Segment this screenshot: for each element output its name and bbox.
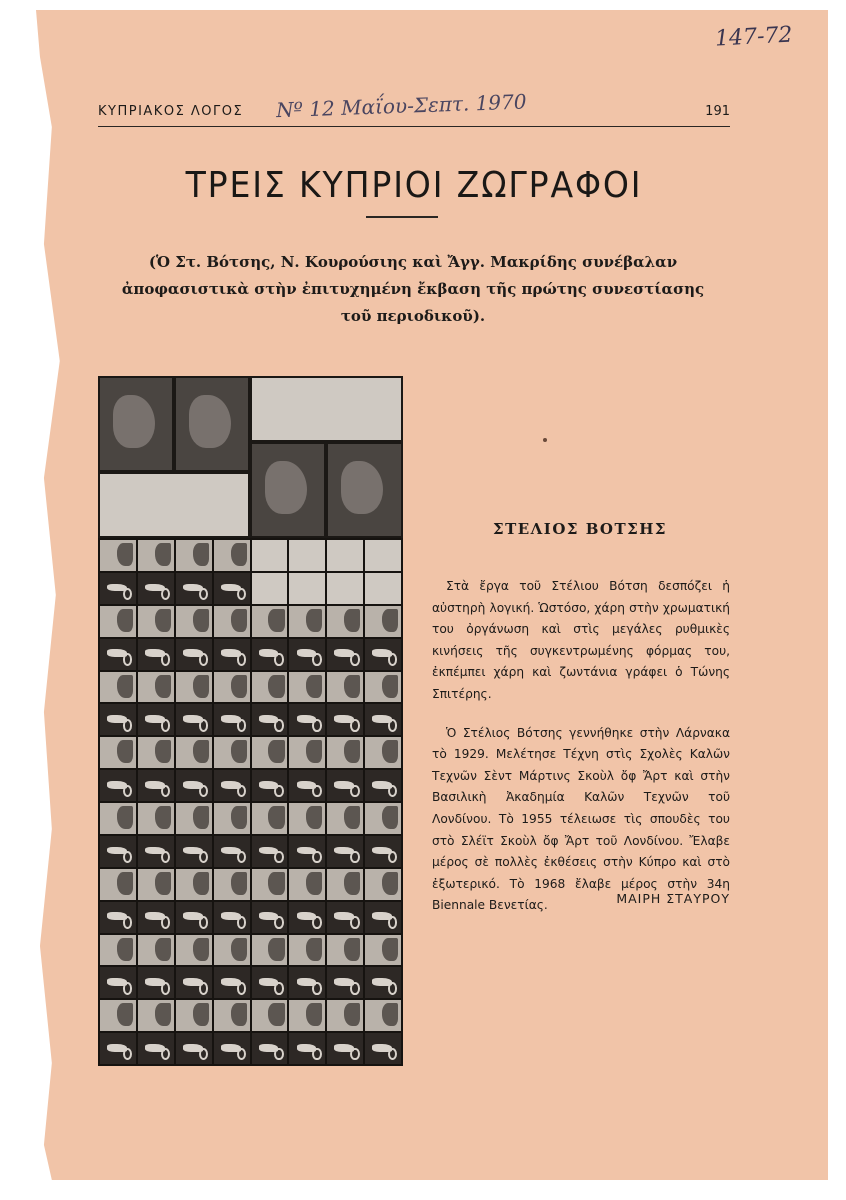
artwork-cell <box>365 869 401 900</box>
artwork-cell <box>327 770 363 801</box>
handwritten-issue-note: Nº 12 Μαΐου-Σεπτ. 1970 <box>275 89 527 123</box>
artwork-cell <box>100 935 136 966</box>
artwork-cell <box>365 672 401 703</box>
artwork-cell <box>100 869 136 900</box>
artwork-cell <box>327 540 363 571</box>
artwork-cell <box>100 803 136 834</box>
artwork-cell <box>138 737 174 768</box>
artwork-cell <box>100 672 136 703</box>
artwork-cell <box>138 1033 174 1064</box>
artwork-cell <box>252 1000 288 1031</box>
artwork-cell <box>176 869 212 900</box>
artwork-cell <box>214 869 250 900</box>
title-divider <box>366 216 438 218</box>
artwork-cell <box>214 639 250 670</box>
artwork-cell <box>138 967 174 998</box>
artwork-cell <box>214 902 250 933</box>
artwork-cell <box>252 902 288 933</box>
artwork-cell <box>176 704 212 735</box>
artwork-cell <box>327 967 363 998</box>
artwork-cell <box>365 704 401 735</box>
artwork-cell <box>138 1000 174 1031</box>
artwork-cell <box>138 639 174 670</box>
artwork-cell <box>252 606 288 637</box>
artwork-cell <box>289 704 325 735</box>
artwork-cell <box>252 1033 288 1064</box>
artwork-cell <box>100 639 136 670</box>
artwork-cell <box>252 770 288 801</box>
artwork-cell <box>327 1000 363 1031</box>
artwork-cell <box>365 1033 401 1064</box>
artwork-cell <box>100 540 136 571</box>
artwork-tile <box>250 376 403 442</box>
artwork-cell <box>100 770 136 801</box>
author-signature: ΜΑΙΡΗ ΣΤΑΥΡΟΥ <box>616 891 730 906</box>
artwork-cell <box>138 540 174 571</box>
artwork-cell <box>289 1000 325 1031</box>
artwork-cell <box>214 704 250 735</box>
artwork-cell <box>100 737 136 768</box>
artwork-cell <box>289 639 325 670</box>
artwork-cell <box>289 672 325 703</box>
artwork-cell <box>214 967 250 998</box>
artwork-grid <box>98 538 403 1066</box>
artwork-cell <box>100 967 136 998</box>
artwork-cell <box>289 540 325 571</box>
artwork-cell <box>327 704 363 735</box>
artwork-cell <box>327 869 363 900</box>
artwork-tile <box>98 376 174 472</box>
artwork-cell <box>252 639 288 670</box>
artwork-cell <box>252 967 288 998</box>
artwork-cell <box>214 836 250 867</box>
running-header <box>98 89 730 127</box>
artwork-tile <box>174 376 250 472</box>
artwork-cell <box>289 902 325 933</box>
page-number: 191 <box>705 104 730 119</box>
artwork-cell <box>100 1000 136 1031</box>
article-subtitle: (Ὁ Στ. Βότσης, Ν. Κουρούσιης καὶ Ἄγγ. Μακρίδης συνέβαλαν ἀποφασιστικὰ στὴν ἐπιτυχημένη ἔκβαση τῆς πρώτης συνεστίασης τοῦ περιοδικοῦ). <box>121 253 705 325</box>
artwork-cell <box>327 737 363 768</box>
artwork-reproduction <box>98 376 403 1066</box>
artwork-cell <box>214 737 250 768</box>
artwork-tile <box>250 442 326 538</box>
artwork-cell <box>327 836 363 867</box>
artwork-cell <box>138 704 174 735</box>
artwork-cell <box>365 803 401 834</box>
artwork-cell <box>289 935 325 966</box>
artwork-cell <box>365 737 401 768</box>
section-heading: ΣΤΕΛΙΟΣ ΒΟΤΣΗΣ <box>492 520 668 538</box>
artwork-cell <box>176 639 212 670</box>
artwork-cell <box>214 672 250 703</box>
artwork-cell <box>138 672 174 703</box>
artwork-cell <box>365 902 401 933</box>
artwork-cell <box>289 737 325 768</box>
artwork-cell <box>289 869 325 900</box>
artwork-cell <box>176 935 212 966</box>
artwork-cell <box>176 540 212 571</box>
artwork-cell <box>100 573 136 604</box>
artwork-cell <box>252 704 288 735</box>
artwork-cell <box>289 770 325 801</box>
artwork-cell <box>327 573 363 604</box>
paragraph: Στὰ ἔργα τοῦ Στέλιου Βότση δεσπόζει ἡ αὐστηρὴ λογική. Ὡστόσο, χάρη στὴν χρωματική του ὀργάνωση καὶ στὶς μεγάλες ρυθμικὲς κινήσεις τῆς συγκεντρωμένης φόρμας του, ἐκπέμπει χάρη καὶ ζωντάνια γράφει ὁ Τώνης Σπιτέρης. <box>432 579 730 701</box>
artwork-cell <box>252 803 288 834</box>
journal-name: ΚΥΠΡΙΑΚΟΣ ΛΟΓΟΣ <box>98 104 244 119</box>
artwork-cell <box>176 606 212 637</box>
artwork-cell <box>289 836 325 867</box>
artwork-cell <box>327 803 363 834</box>
artwork-cell <box>327 902 363 933</box>
artwork-tile <box>326 442 403 538</box>
artwork-cell <box>327 606 363 637</box>
artwork-cell <box>176 573 212 604</box>
paragraph: Ὁ Στέλιος Βότσης γεννήθηκε στὴν Λάρνακα τὸ 1929. Μελέτησε Τέχνη στὶς Σχολὲς Καλῶν Τεχνῶν Σὲντ Μάρτινς Σκοὺλ ὄφ Ἄρτ καὶ στὴν Βασιλικὴ Ἀκαδημία Καλῶν Τεχνῶν τοῦ Λονδίνου. Τὸ 1955 τέλειωσε τὶς σπουδὲς του στὸ Σλέϊτ Σκοὺλ ὄφ Ἄρτ τοῦ Λονδίνου. Ἔλαβε μέρος σὲ πολλὲς ἐκθέσεις στὴν Κύπρο καὶ στὸ ἐξωτερικό. Τὸ 1968 ἔλαβε μέρος στὴν 34η Biennale Βενετίας. <box>432 725 730 913</box>
artwork-cell <box>176 836 212 867</box>
artwork-cell <box>289 967 325 998</box>
artwork-cell <box>252 540 288 571</box>
artwork-cell <box>138 803 174 834</box>
print-speck <box>543 438 547 442</box>
artwork-cell <box>365 836 401 867</box>
artwork-cell <box>100 1033 136 1064</box>
artwork-cell <box>100 902 136 933</box>
artwork-cell <box>365 639 401 670</box>
artwork-cell <box>100 704 136 735</box>
artwork-cell <box>214 1000 250 1031</box>
artwork-cell <box>365 540 401 571</box>
artwork-cell <box>252 573 288 604</box>
artwork-tile <box>98 472 250 538</box>
artwork-cell <box>176 902 212 933</box>
artwork-cell <box>214 770 250 801</box>
artwork-cell <box>138 869 174 900</box>
artwork-cell <box>138 606 174 637</box>
artwork-cell <box>252 869 288 900</box>
artwork-cell <box>214 540 250 571</box>
artwork-cell <box>138 836 174 867</box>
artwork-cell <box>327 1033 363 1064</box>
artwork-cell <box>176 672 212 703</box>
artwork-cell <box>176 770 212 801</box>
artwork-cell <box>214 803 250 834</box>
section-body <box>432 576 730 934</box>
artwork-cell <box>365 935 401 966</box>
artwork-cell <box>252 672 288 703</box>
artwork-cell <box>365 606 401 637</box>
artwork-cell <box>214 935 250 966</box>
artwork-cell <box>214 606 250 637</box>
artwork-cell <box>176 967 212 998</box>
artwork-cell <box>176 737 212 768</box>
artwork-cell <box>252 737 288 768</box>
artwork-cell <box>176 1033 212 1064</box>
artwork-cell <box>252 836 288 867</box>
artwork-cell <box>176 1000 212 1031</box>
artwork-cell <box>138 902 174 933</box>
article-title: ΤΡΕΙΣ ΚΥΠΡΙΟΙ ΖΩΓΡΑΦΟΙ <box>185 165 643 206</box>
artwork-cell <box>289 803 325 834</box>
artwork-cell <box>365 1000 401 1031</box>
artwork-cell <box>138 935 174 966</box>
artwork-cell <box>327 639 363 670</box>
artwork-cell <box>214 573 250 604</box>
artwork-cell <box>138 770 174 801</box>
artwork-cell <box>252 935 288 966</box>
artwork-cell <box>138 573 174 604</box>
artwork-cell <box>327 935 363 966</box>
artwork-cell <box>100 836 136 867</box>
artwork-cell <box>289 606 325 637</box>
artwork-cell <box>214 1033 250 1064</box>
artwork-cell <box>327 672 363 703</box>
artwork-cell <box>100 606 136 637</box>
artwork-cell <box>365 770 401 801</box>
artwork-cell <box>289 1033 325 1064</box>
artwork-cell <box>176 803 212 834</box>
handwritten-manuscript-number: 147-72 <box>714 22 794 52</box>
artwork-cell <box>365 967 401 998</box>
artwork-cell <box>289 573 325 604</box>
artwork-cell <box>365 573 401 604</box>
